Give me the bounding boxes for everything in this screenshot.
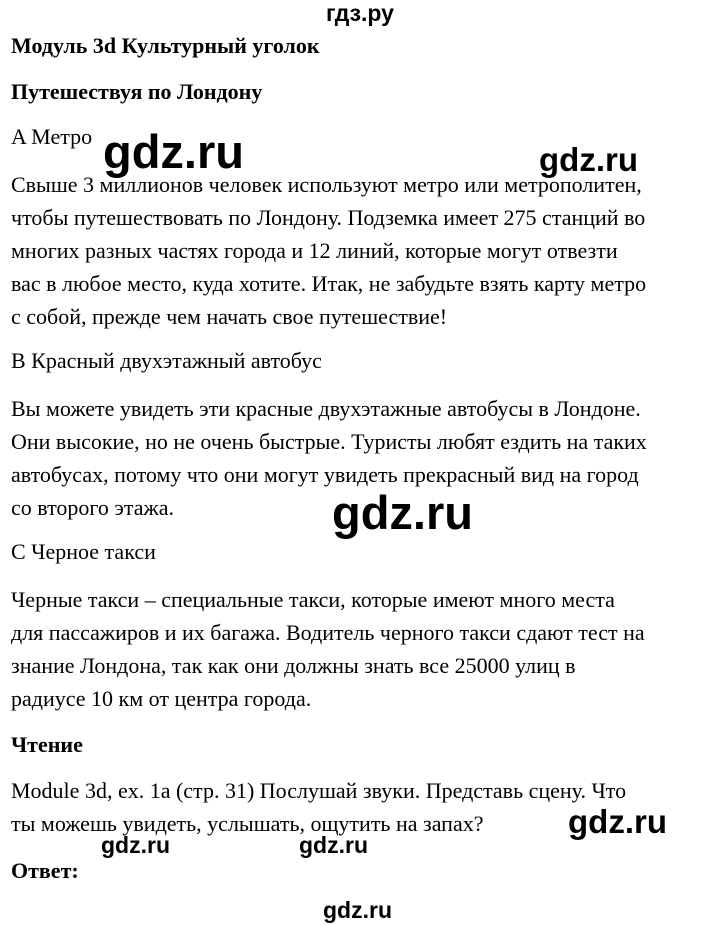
section-c-line-3: знание Лондона, так как они должны знать все 25000 улиц в [11,653,576,678]
section-b-line-3: автобусах, потому что они могут увидеть прекрасный вид на город [11,462,639,487]
answer-label: Ответ: [11,858,79,883]
watermark-text: gdz.ru [539,141,638,178]
section-a-line-3: многих разных частях города и 12 линий, которые могут отвезти [11,238,618,263]
section-b-line-4: со второго этажа. [11,495,174,520]
watermark-text: gdz.ru [332,486,473,539]
section-b-title: B Красный двухэтажный автобус [11,348,322,373]
section-c-line-4: радиусе 10 км от центра города. [11,686,312,711]
section-b-line-2: Они высокие, но не очень быстрые. Туристы любят ездить на таких [11,429,647,454]
reading-line-1: Module 3d, ex. 1a (стр. 31) Послушай звуки. Представь сцену. Что [11,778,627,803]
section-a-line-2: чтобы путешествовать по Лондону. Подземка имеет 275 станций во [11,205,646,230]
section-a-line-4: вас в любое место, куда хотите. Итак, не забудьте взять карту метро [11,271,647,296]
section-c-title: C Черное такси [11,539,156,564]
watermark-text: gdz.ru [103,125,244,178]
section-c-line-1: Черные такси – специальные такси, которые имеют много места [11,587,615,612]
watermark-text: gdz.ru [299,832,368,858]
section-c-line-2: для пассажиров и их багажа. Водитель черного такси сдают тест на [11,620,645,645]
watermark-text: gdz.ru [101,832,170,858]
page-subtitle: Путешествуя по Лондону [11,79,263,104]
reading-line-2: ты можешь увидеть, услышать, ощутить на запах? [11,811,484,836]
watermark-text: gdz.ru [323,897,392,923]
module-title: Модуль 3d Культурный уголок [11,33,320,58]
watermark-text: gdz.ru [568,803,667,840]
section-b-line-1: Вы можете увидеть эти красные двухэтажные автобусы в Лондоне. [11,396,641,421]
section-a-line-1: Свыше 3 миллионов человек используют метро или метрополитен, [11,172,642,197]
section-a-line-5: с собой, прежде чем начать свое путешествие! [11,304,448,329]
site-header: гдз.ру [326,0,394,26]
section-a-title: A Метро [11,124,93,149]
reading-title: Чтение [11,732,83,757]
